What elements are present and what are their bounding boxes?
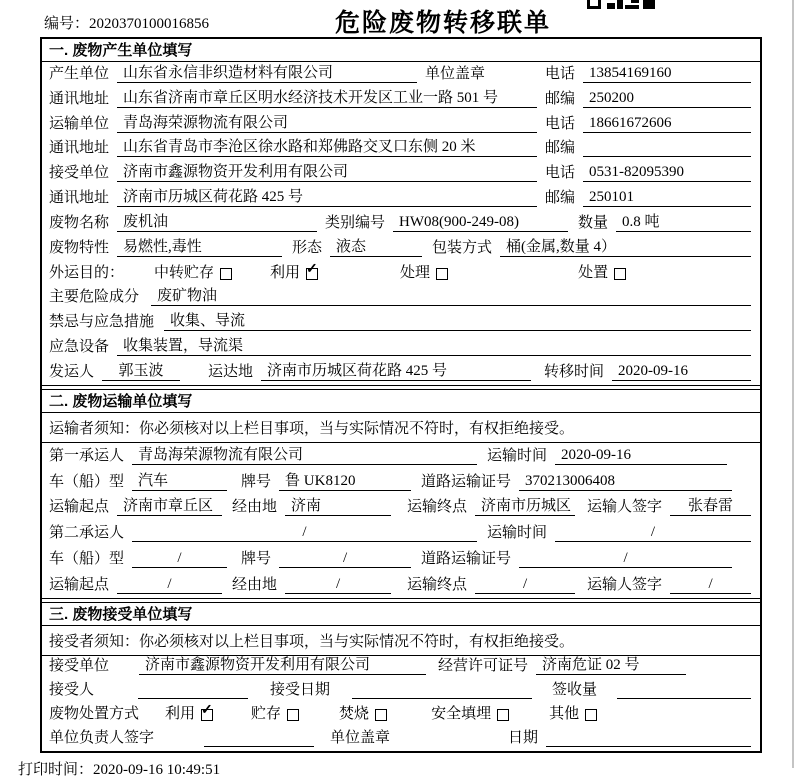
transport-phone-value: 18661672606: [583, 115, 751, 133]
row-taboo-emergency: [42, 310, 760, 335]
category-code-value: HW08(900-249-08): [393, 214, 568, 232]
first-vehicle-type-value: 汽车: [132, 469, 227, 491]
postcode-label: 邮编: [544, 90, 575, 107]
first-terminal-value: 济南市历城区: [475, 494, 575, 516]
receiver-value: [138, 682, 248, 699]
second-carrier-value: /: [132, 524, 477, 542]
receiver-label: 接受人: [49, 682, 95, 699]
receive-date-value: [352, 682, 532, 699]
quantity-label: 数量: [578, 214, 609, 231]
waste-property-value: 易燃性,毒性: [117, 235, 282, 257]
row-receive-address: [42, 186, 760, 211]
second-via-value: /: [285, 576, 391, 594]
license-no-label: 经营许可证号: [438, 658, 529, 675]
destination-label: 运达地: [208, 363, 254, 380]
receive-date-label: 接受日期: [270, 682, 331, 699]
incinerate-label: 焚烧: [339, 705, 370, 722]
produce-address-value: 山东省济南市章丘区明水经济技术开发区工业一路 501 号: [117, 86, 537, 108]
print-time-label: 打印时间：: [18, 761, 94, 778]
receive-unit2-value: 济南市鑫源物资开发利用有限公司: [139, 653, 426, 675]
section1-body: [42, 62, 760, 386]
row-receive-unit2: [42, 656, 760, 680]
checkbox-disposal-storage: [287, 709, 299, 721]
row-receiver: [42, 679, 760, 703]
origin-label: 运输起点: [49, 576, 110, 593]
second-road-permit-value: /: [519, 550, 732, 568]
responsible-sign-value: [204, 730, 314, 747]
via-label: 经由地: [232, 499, 278, 516]
transfer-storage-label: 中转贮存: [154, 264, 215, 281]
responsible-sign-label: 单位负责人签字: [49, 729, 155, 746]
date-label: 日期: [507, 729, 538, 746]
check-mark: ✓: [306, 261, 318, 277]
comm-address-label: 通讯地址: [49, 90, 110, 107]
page-title: 危险废物转移联单: [334, 9, 551, 37]
license-no-value: 济南危证 02 号: [536, 653, 686, 675]
checkbox-disposal-use-checked: [201, 702, 213, 721]
row-responsible-sign: [42, 727, 760, 751]
receive-postcode-value: 250101: [583, 189, 751, 207]
receive-phone-value: 0531-82095390: [583, 164, 751, 182]
postcode-label: 邮编: [544, 190, 575, 207]
section2-header: 二. 废物运输单位填写: [42, 389, 760, 413]
form-state-value: 液态: [330, 235, 422, 257]
packing-label: 包装方式: [432, 239, 493, 256]
first-plate-no-value: 鲁 UK8120: [279, 469, 411, 491]
waste-name-value: 废机油: [117, 210, 317, 232]
serial-number: 2020370100016856: [89, 16, 210, 32]
main-hazard-label: 主要危险成分: [49, 289, 140, 306]
row-first-route: [42, 495, 760, 521]
receive-unit-label: 接受单位: [49, 658, 110, 675]
transport-postcode-value: [583, 140, 751, 157]
row-second-carrier: [42, 520, 760, 546]
row-first-vehicle: [42, 469, 760, 495]
other-label: 其他: [549, 705, 580, 722]
dispose-label: 处置: [578, 264, 609, 281]
form-header: [0, 0, 796, 37]
comm-address-label: 通讯地址: [49, 190, 110, 207]
plate-no-label: 牌号: [241, 473, 272, 490]
produce-postcode-value: 250200: [583, 90, 751, 108]
transfer-time-label: 转移时间: [544, 363, 605, 380]
row-first-carrier: [42, 443, 760, 469]
produce-unit-label: 产生单位: [49, 65, 110, 82]
waste-property-label: 废物特性: [49, 239, 110, 256]
destination-value: 济南市历城区荷花路 425 号: [261, 359, 531, 381]
main-hazard-value: 废矿物油: [151, 284, 751, 306]
check-mark: ✓: [201, 702, 213, 718]
phone-label: 电话: [544, 65, 575, 82]
scan-edge-artifact: [792, 0, 794, 768]
plate-no-label: 牌号: [241, 550, 272, 567]
consignor-label: 发运人: [49, 363, 95, 380]
phone-label: 电话: [544, 165, 575, 182]
unit-seal-label: 单位盖章: [425, 65, 486, 82]
comm-address-label: 通讯地址: [49, 140, 110, 157]
transport-notice: 运输者须知：你必须核对以上栏目事项，当与实际情况不符时，有权拒绝接受。: [42, 413, 760, 443]
waste-name-label: 废物名称: [49, 214, 110, 231]
treat-label: 处理: [400, 264, 431, 281]
emergency-equipment-value: 收集装置，导流渠: [117, 334, 751, 356]
row-second-route: [42, 572, 760, 598]
receipt-qty-label: 签收量: [552, 682, 598, 699]
second-terminal-value: /: [475, 576, 575, 594]
qr-code-fragment: [587, 0, 655, 9]
transfer-time-value: 2020-09-16: [612, 363, 751, 381]
checkbox-use-checked: [306, 261, 318, 280]
receive-notice: 接受者须知：你必须核对以上栏目事项，当与实际情况不符时，有权拒绝接受。: [42, 626, 760, 656]
second-origin-value: /: [117, 576, 222, 594]
second-plate-no-value: /: [279, 550, 411, 568]
receive-unit-label: 接受单位: [49, 165, 110, 182]
row-produce-address: [42, 87, 760, 112]
form-table: [40, 37, 762, 753]
terminal-label: 运输终点: [407, 499, 468, 516]
first-road-permit-value: 370213006408: [519, 473, 732, 491]
checkbox-disposal-incinerate: [375, 709, 387, 721]
taboo-emergency-label: 禁忌与应急措施: [49, 314, 155, 331]
transport-unit-label: 运输单位: [49, 115, 110, 132]
storage-label: 贮存: [251, 705, 282, 722]
row-produce-unit: [42, 62, 760, 87]
first-via-value: 济南: [285, 494, 391, 516]
road-permit-label: 道路运输证号: [421, 473, 512, 490]
print-time-line: [18, 758, 796, 779]
transport-time-label: 运输时间: [487, 525, 548, 542]
row-consignor: [42, 360, 760, 385]
row-waste-property: [42, 236, 760, 261]
first-origin-value: 济南市章丘区: [117, 494, 222, 516]
second-carrier-label: 第二承运人: [49, 525, 125, 542]
section3-header: 三. 废物接受单位填写: [42, 602, 760, 626]
carrier-sign-label: 运输人签字: [587, 576, 663, 593]
section1-header: 一. 废物产生单位填写: [42, 39, 760, 62]
terminal-label: 运输终点: [407, 576, 468, 593]
disposal-method-label: 废物处置方式: [49, 705, 140, 722]
postcode-label: 邮编: [544, 140, 575, 157]
sign-date-value: [546, 730, 751, 747]
row-main-hazard: [42, 286, 760, 311]
row-transport-address: [42, 137, 760, 162]
checkbox-transfer-storage: [220, 268, 232, 280]
checkbox-dispose: [614, 268, 626, 280]
unit-seal-label: 单位盖章: [330, 729, 391, 746]
row-waste-name: [42, 211, 760, 236]
second-vehicle-type-value: /: [132, 550, 227, 568]
checkbox-disposal-landfill: [497, 709, 509, 721]
via-label: 经由地: [232, 576, 278, 593]
vehicle-type-label: 车（船）型: [49, 473, 125, 490]
second-transport-time-value: /: [555, 524, 751, 542]
quantity-value: 0.8 吨: [616, 210, 751, 232]
use-label: 利用: [270, 264, 301, 281]
origin-label: 运输起点: [49, 499, 110, 516]
produce-unit-value: 山东省永信非织造材料有限公司: [117, 61, 417, 83]
row-transport-unit: [42, 112, 760, 137]
vehicle-type-label: 车（船）型: [49, 550, 125, 567]
receipt-qty-value: [617, 682, 751, 699]
row-outbound-purpose: [42, 261, 760, 286]
packing-value: 桶(金属,数量 4）: [500, 235, 751, 257]
taboo-emergency-value: 收集、导流: [164, 309, 751, 331]
row-emergency-equipment: [42, 335, 760, 360]
second-carrier-sign-value: /: [670, 576, 751, 594]
phone-label: 电话: [544, 115, 575, 132]
emergency-equipment-label: 应急设备: [49, 339, 110, 356]
landfill-label: 安全填埋: [431, 705, 492, 722]
row-receive-unit: [42, 161, 760, 186]
carrier-sign-label: 运输人签字: [587, 499, 663, 516]
checkbox-treat: [436, 268, 448, 280]
transport-time-label: 运输时间: [487, 447, 548, 464]
form-state-label: 形态: [292, 239, 323, 256]
receive-unit-value: 济南市鑫源物资开发利用有限公司: [117, 160, 537, 182]
transport-address-value: 山东省青岛市李沧区徐水路和郑佛路交叉口东侧 20 米: [117, 135, 537, 157]
row-disposal-method: [42, 703, 760, 727]
road-permit-label: 道路运输证号: [421, 550, 512, 567]
consignor-value: 郭玉波: [102, 359, 180, 381]
use-label: 利用: [165, 705, 196, 722]
section3-body: [42, 656, 760, 751]
first-transport-time-value: 2020-09-16: [555, 447, 727, 465]
row-second-vehicle: [42, 546, 760, 572]
transport-unit-value: 青岛海荣源物流有限公司: [117, 111, 537, 133]
outbound-purpose-label: 外运目的：: [49, 264, 125, 281]
serial-label: 编号：: [44, 16, 90, 32]
produce-phone-value: 13854169160: [583, 65, 751, 83]
category-code-label: 类别编号: [325, 214, 386, 231]
receive-address-value: 济南市历城区荷花路 425 号: [117, 185, 537, 207]
first-carrier-label: 第一承运人: [49, 447, 125, 464]
section2-body: [42, 443, 760, 599]
first-carrier-value: 青岛海荣源物流有限公司: [132, 443, 477, 465]
print-time-value: 2020-09-16 10:49:51: [93, 761, 221, 778]
checkbox-disposal-other: [585, 709, 597, 721]
first-carrier-sign-value: 张春雷: [670, 494, 751, 516]
